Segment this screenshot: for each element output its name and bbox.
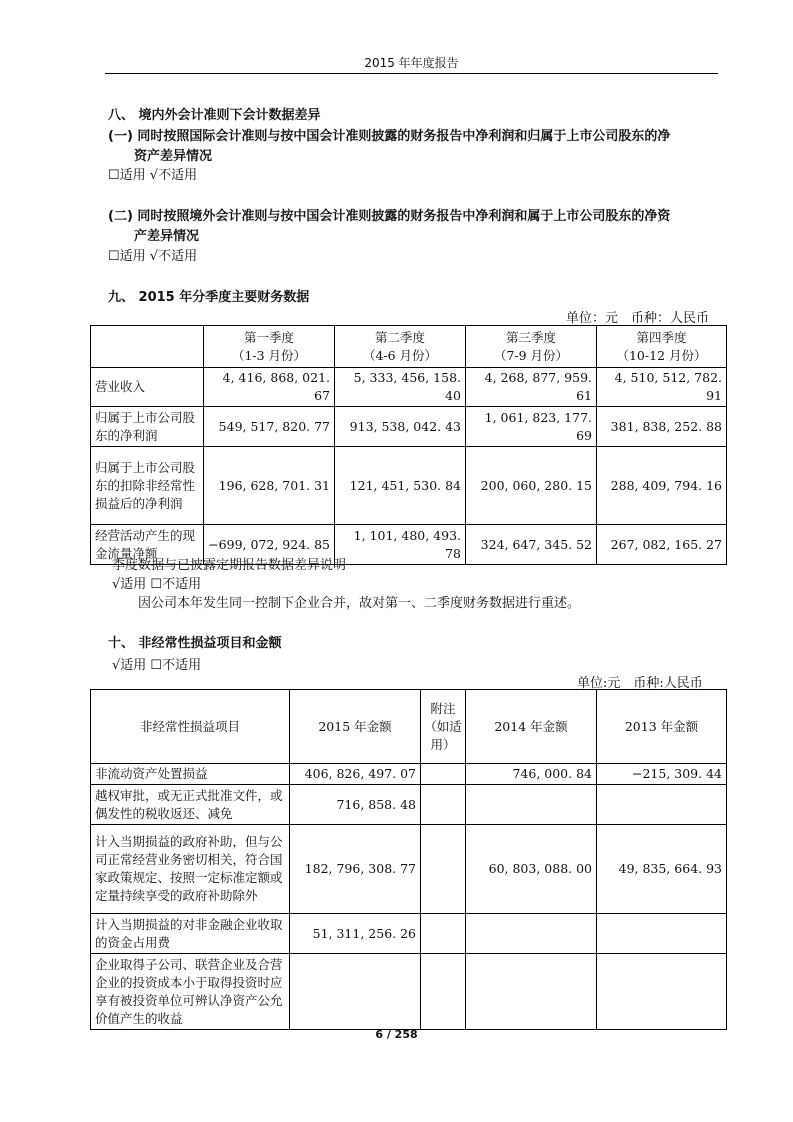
cell-value: 51, 311, 256. 26 [290, 914, 421, 954]
cell-value: 549, 517, 820. 77 [204, 407, 335, 447]
section10-options: √适用 ☐不适用 [112, 658, 202, 673]
quarterly-note-title: 季度数据与已披露定期报告数据差异说明 [112, 558, 347, 573]
section8-sub1-line2: 资产差异情况 [134, 149, 213, 164]
table-row [91, 764, 727, 785]
quarterly-header-row [91, 326, 727, 368]
cell-value [597, 914, 727, 954]
column-header-2013: 2013 年金额 [597, 690, 727, 764]
row-label: 计入当期损益的对非金融企业收取的资金占用费 [91, 914, 290, 954]
header-rule [105, 73, 718, 74]
quarterly-note-text: 因公司本年发生同一控制下企业合并，故对第一、二季度财务数据进行重述。 [138, 596, 581, 611]
cell-value: 324, 647, 345. 52 [466, 525, 597, 565]
page-header: 2015 年年度报告 [364, 56, 459, 70]
quarter-header: 第二季度 （4-6 月份） [335, 326, 466, 368]
row-label: 营业收入 [91, 368, 204, 407]
table-row [91, 954, 727, 1030]
cell-value: 196, 628, 701. 31 [204, 447, 335, 525]
quarterly-header-empty [91, 326, 204, 368]
cell-value: −699, 072, 924. 85 [204, 525, 335, 565]
cell-value [421, 825, 466, 914]
cell-value: 913, 538, 042. 43 [335, 407, 466, 447]
quarterly-note-options: √适用 ☐不适用 [112, 577, 202, 592]
cell-value: −215, 309. 44 [597, 764, 727, 785]
cell-value [421, 914, 466, 954]
cell-value [421, 954, 466, 1030]
section8-sub1-line1: (一) 同时按照国际会计准则与按中国会计准则披露的财务报告中净利润和归属于上市公司股东的净 [108, 129, 671, 144]
page-number: 6 / 258 [375, 1028, 418, 1041]
cell-value [466, 954, 597, 1030]
cell-value: 381, 838, 252. 88 [597, 407, 727, 447]
section8-heading: 八、 境内外会计准则下会计数据差异 [108, 108, 321, 123]
row-label: 非流动资产处置损益 [91, 764, 290, 785]
cell-value: 406, 826, 497. 07 [290, 764, 421, 785]
row-label: 企业取得子公司、联营企业及合营企业的投资成本小于取得投资时应享有被投资单位可辨认净资产公允价值产生的收益 [91, 954, 290, 1030]
cell-value [597, 785, 727, 825]
quarter-header: 第一季度 （1-3 月份） [204, 326, 335, 368]
nonrecurring-header-row [91, 690, 727, 764]
cell-value: 1, 101, 480, 493. 78 [335, 525, 466, 565]
cell-value: 4, 416, 868, 021. 67 [204, 368, 335, 407]
quarter-header: 第三季度 （7-9 月份） [466, 326, 597, 368]
cell-value: 49, 835, 664. 93 [597, 825, 727, 914]
table-row [91, 447, 727, 525]
column-header-item: 非经常性损益项目 [91, 690, 290, 764]
row-label: 经营活动产生的现金流量净额 [91, 525, 204, 565]
section8-sub1-options: ☐适用 √不适用 [108, 168, 198, 183]
table-row [91, 407, 727, 447]
cell-value: 4, 510, 512, 782. 91 [597, 368, 727, 407]
row-label: 归属于上市公司股东的净利润 [91, 407, 204, 447]
cell-value [466, 914, 597, 954]
column-header-2015: 2015 年金额 [290, 690, 421, 764]
cell-value: 60, 803, 088. 00 [466, 825, 597, 914]
cell-value [466, 785, 597, 825]
cell-value: 267, 082, 165. 27 [597, 525, 727, 565]
row-label: 计入当期损益的政府补助，但与公司正常经营业务密切相关，符合国家政策规定、按照一定标准定额或定量持续享受的政府补助除外 [91, 825, 290, 914]
cell-value [597, 954, 727, 1030]
cell-value: 182, 796, 308. 77 [290, 825, 421, 914]
cell-value: 288, 409, 794. 16 [597, 447, 727, 525]
section10-heading: 十、 非经常性损益项目和金额 [108, 636, 282, 651]
row-label: 归属于上市公司股东的扣除非经常性损益后的净利润 [91, 447, 204, 525]
column-header-2014: 2014 年金额 [466, 690, 597, 764]
section9-heading: 九、 2015 年分季度主要财务数据 [108, 290, 310, 305]
quarter-header: 第四季度 （10-12 月份） [597, 326, 727, 368]
cell-value: 1, 061, 823, 177. 69 [466, 407, 597, 447]
section8-sub2-options: ☐适用 √不适用 [108, 249, 198, 264]
column-header-note: 附注（如适用） [421, 690, 466, 764]
table-row [91, 368, 727, 407]
section10-unit: 单位:元 币种:人民币 [577, 676, 703, 691]
cell-value: 200, 060, 280. 15 [466, 447, 597, 525]
table-row [91, 914, 727, 954]
row-label: 越权审批，或无正式批准文件，或偶发性的税收返还、减免 [91, 785, 290, 825]
cell-value [421, 764, 466, 785]
quarterly-table [90, 325, 727, 565]
cell-value: 716, 858. 48 [290, 785, 421, 825]
cell-value: 746, 000. 84 [466, 764, 597, 785]
nonrecurring-table [90, 689, 727, 1030]
table-row [91, 785, 727, 825]
cell-value [290, 954, 421, 1030]
cell-value: 4, 268, 877, 959. 61 [466, 368, 597, 407]
cell-value [421, 785, 466, 825]
table-row [91, 825, 727, 914]
section8-sub2-line1: (二) 同时按照境外会计准则与按中国会计准则披露的财务报告中净利润和属于上市公司股东的净资 [108, 209, 671, 224]
cell-value: 121, 451, 530. 84 [335, 447, 466, 525]
cell-value: 5, 333, 456, 158. 40 [335, 368, 466, 407]
section9-unit: 单位：元 币种：人民币 [566, 311, 710, 326]
section8-sub2-line2: 产差异情况 [134, 229, 200, 244]
